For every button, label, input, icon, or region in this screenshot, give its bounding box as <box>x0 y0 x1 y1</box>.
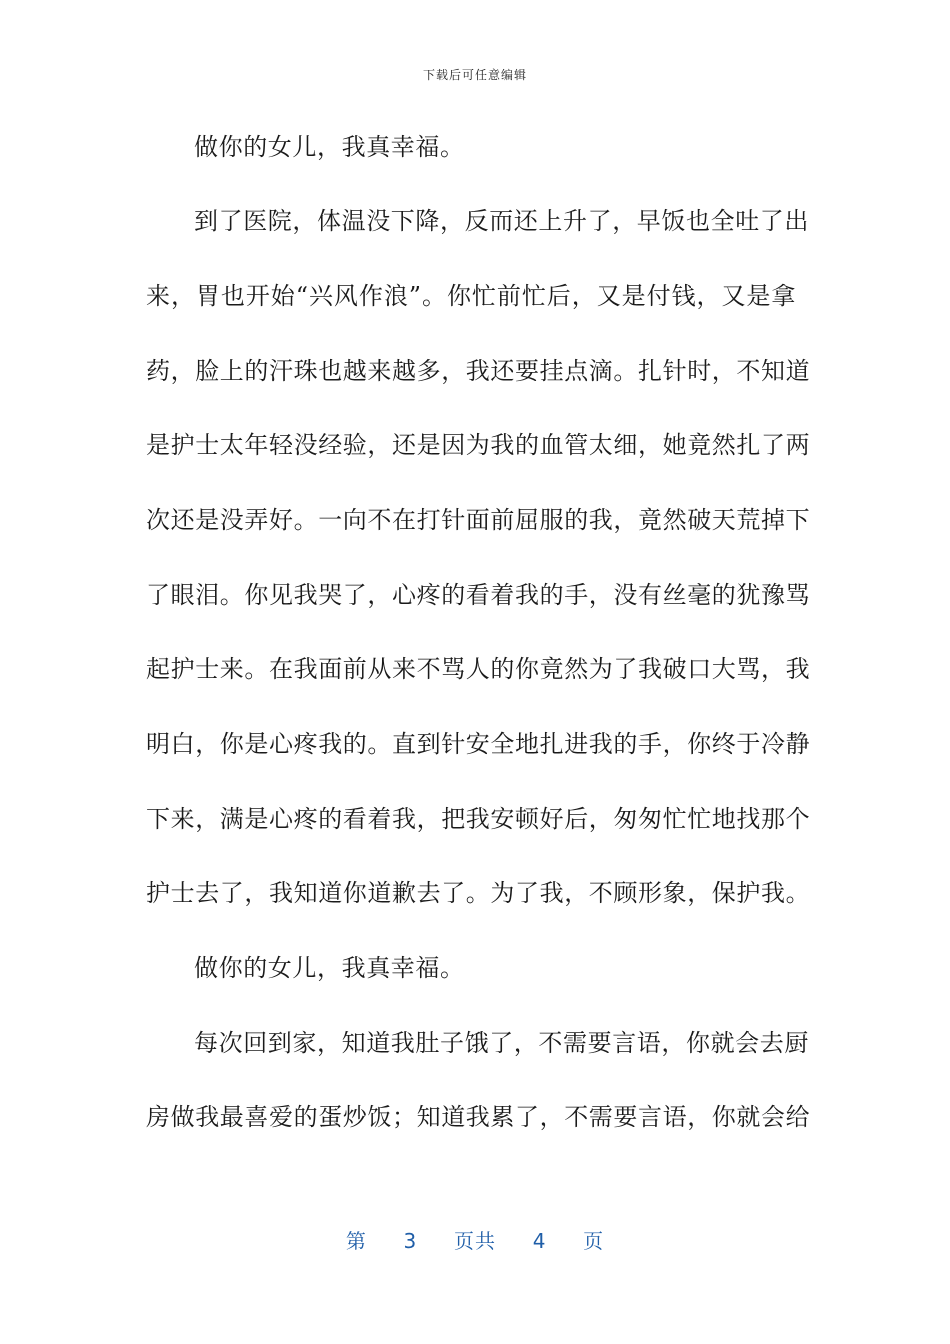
body-line: 护士去了，我知道你道歉去了。为了我，不顾形象，保护我。 <box>146 879 811 907</box>
body-line: 次还是没弄好。一向不在打针面前屈服的我，竟然破天荒掉下 <box>146 506 811 534</box>
body-line: 下来，满是心疼的看着我，把我安顿好后，匆匆忙忙地找那个 <box>146 805 811 833</box>
header-note: 下载后可任意编辑 <box>422 68 527 82</box>
footer-current-page: 3 <box>403 1229 418 1253</box>
body-line: 来，胃也开始“兴风作浪”。你忙前忙后，又是付钱，又是拿 <box>146 282 796 310</box>
footer-middle: 页共 <box>454 1229 496 1253</box>
page-footer <box>0 1225 950 1254</box>
body-line: 明白，你是心疼我的。直到针安全地扎进我的手，你终于冷静 <box>146 730 811 758</box>
footer-prefix: 第 <box>345 1229 367 1253</box>
body-line: 了眼泪。你见我哭了，心疼的看着我的手，没有丝毫的犹豫骂 <box>146 581 811 609</box>
body-line: 做你的女儿，我真幸福。 <box>194 954 465 982</box>
body-line: 每次回到家，知道我肚子饿了，不需要言语，你就会去厨 <box>194 1029 809 1057</box>
body-line: 起护士来。在我面前从来不骂人的你竟然为了我破口大骂，我 <box>146 655 811 683</box>
footer-suffix: 页 <box>583 1229 605 1253</box>
body-line: 做你的女儿，我真幸福。 <box>194 133 465 161</box>
body-line: 到了医院，体温没下降，反而还上升了，早饭也全吐了出 <box>194 207 809 235</box>
footer-total-pages: 4 <box>532 1229 547 1253</box>
body-line: 房做我最喜爱的蛋炒饭；知道我累了，不需要言语，你就会给 <box>146 1103 811 1131</box>
body-line: 是护士太年轻没经验，还是因为我的血管太细，她竟然扎了两 <box>146 431 811 459</box>
body-line: 药，脸上的汗珠也越来越多，我还要挂点滴。扎针时，不知道 <box>146 357 811 385</box>
